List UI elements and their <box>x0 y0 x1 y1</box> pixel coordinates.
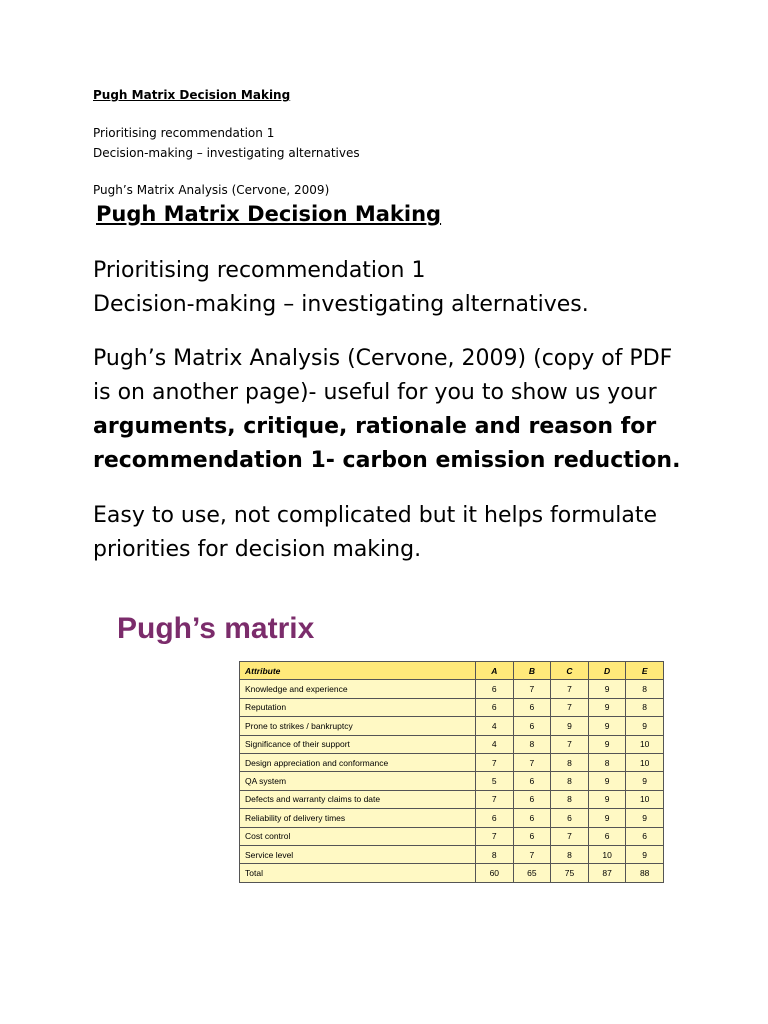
score-cell: 9 <box>626 772 664 790</box>
header-attribute: Attribute <box>240 662 476 680</box>
table-row <box>240 735 664 753</box>
paragraph-pugh-analysis <box>93 342 693 478</box>
score-cell: 6 <box>513 790 551 808</box>
pugh-matrix-table <box>239 661 664 883</box>
score-cell: 9 <box>588 680 626 698</box>
score-cell: 7 <box>513 753 551 771</box>
score-cell: 5 <box>476 772 514 790</box>
score-cell: 10 <box>626 753 664 771</box>
table-row <box>240 680 664 698</box>
score-cell: 7 <box>476 827 514 845</box>
score-cell: 8 <box>626 680 664 698</box>
intro-line-2: Decision-making – investigating alternatives. <box>93 292 589 317</box>
table-row <box>240 790 664 808</box>
score-cell: 8 <box>551 753 589 771</box>
score-cell: 6 <box>476 680 514 698</box>
table-header-row <box>240 662 664 680</box>
table-row <box>240 864 664 882</box>
score-cell: 7 <box>476 753 514 771</box>
header-c: C <box>551 662 589 680</box>
score-cell: 6 <box>513 809 551 827</box>
page-title: Pugh Matrix Decision Making <box>96 202 442 226</box>
score-cell: 9 <box>588 698 626 716</box>
score-cell: 9 <box>588 735 626 753</box>
slide-title: Pugh’s matrix <box>117 612 315 645</box>
score-cell: 6 <box>476 698 514 716</box>
small-doc-title: Pugh Matrix Decision Making <box>93 88 291 102</box>
table-row <box>240 809 664 827</box>
score-cell: 9 <box>551 717 589 735</box>
score-cell: 8 <box>476 845 514 863</box>
score-cell: 4 <box>476 717 514 735</box>
attribute-cell: Total <box>240 864 476 882</box>
header-b: B <box>513 662 551 680</box>
score-cell: 7 <box>551 827 589 845</box>
attribute-cell: Reputation <box>240 698 476 716</box>
attribute-cell: Reliability of delivery times <box>240 809 476 827</box>
score-cell: 7 <box>551 698 589 716</box>
score-cell: 75 <box>551 864 589 882</box>
intro-line-1: Prioritising recommendation 1 <box>93 258 426 283</box>
attribute-cell: Prone to strikes / bankruptcy <box>240 717 476 735</box>
score-cell: 8 <box>588 753 626 771</box>
score-cell: 8 <box>551 790 589 808</box>
score-cell: 8 <box>551 772 589 790</box>
score-cell: 9 <box>588 717 626 735</box>
small-line-recommendation: Prioritising recommendation 1 <box>93 126 275 140</box>
attribute-cell: QA system <box>240 772 476 790</box>
score-cell: 4 <box>476 735 514 753</box>
score-cell: 8 <box>626 698 664 716</box>
attribute-cell: Knowledge and experience <box>240 680 476 698</box>
paragraph-easy-to-use: Easy to use, not complicated but it helps formulate priorities for decision making. <box>93 503 658 562</box>
score-cell: 9 <box>588 809 626 827</box>
pugh-analysis-text: Pugh’s Matrix Analysis (Cervone, 2009) (copy of PDF is on another page)- useful for you to show us your <box>93 346 673 405</box>
table-row <box>240 827 664 845</box>
score-cell: 6 <box>513 772 551 790</box>
score-cell: 60 <box>476 864 514 882</box>
score-cell: 9 <box>626 809 664 827</box>
score-cell: 10 <box>588 845 626 863</box>
header-d: D <box>588 662 626 680</box>
table-row <box>240 717 664 735</box>
score-cell: 7 <box>551 735 589 753</box>
attribute-cell: Significance of their support <box>240 735 476 753</box>
score-cell: 9 <box>626 717 664 735</box>
score-cell: 6 <box>551 809 589 827</box>
table-row <box>240 753 664 771</box>
score-cell: 7 <box>551 680 589 698</box>
score-cell: 65 <box>513 864 551 882</box>
table-body <box>240 680 664 882</box>
table-row <box>240 772 664 790</box>
score-cell: 6 <box>513 717 551 735</box>
table-row <box>240 845 664 863</box>
attribute-cell: Cost control <box>240 827 476 845</box>
score-cell: 10 <box>626 735 664 753</box>
score-cell: 8 <box>513 735 551 753</box>
small-line-decision: Decision-making – investigating alternatives <box>93 146 360 160</box>
header-e: E <box>626 662 664 680</box>
score-cell: 6 <box>513 827 551 845</box>
score-cell: 9 <box>588 772 626 790</box>
attribute-cell: Defects and warranty claims to date <box>240 790 476 808</box>
pugh-analysis-bold: arguments, critique, rationale and reason for recommendation 1- carbon emission reduction. <box>93 414 681 473</box>
score-cell: 8 <box>551 845 589 863</box>
score-cell: 9 <box>588 790 626 808</box>
small-line-pugh-analysis: Pugh’s Matrix Analysis (Cervone, 2009) <box>93 183 330 197</box>
score-cell: 7 <box>513 845 551 863</box>
score-cell: 87 <box>588 864 626 882</box>
attribute-cell: Design appreciation and conformance <box>240 753 476 771</box>
score-cell: 10 <box>626 790 664 808</box>
table-row <box>240 698 664 716</box>
score-cell: 6 <box>513 698 551 716</box>
score-cell: 7 <box>513 680 551 698</box>
header-a: A <box>476 662 514 680</box>
score-cell: 88 <box>626 864 664 882</box>
score-cell: 7 <box>476 790 514 808</box>
score-cell: 9 <box>626 845 664 863</box>
score-cell: 6 <box>476 809 514 827</box>
score-cell: 6 <box>588 827 626 845</box>
paragraph-intro <box>93 254 693 322</box>
attribute-cell: Service level <box>240 845 476 863</box>
score-cell: 6 <box>626 827 664 845</box>
